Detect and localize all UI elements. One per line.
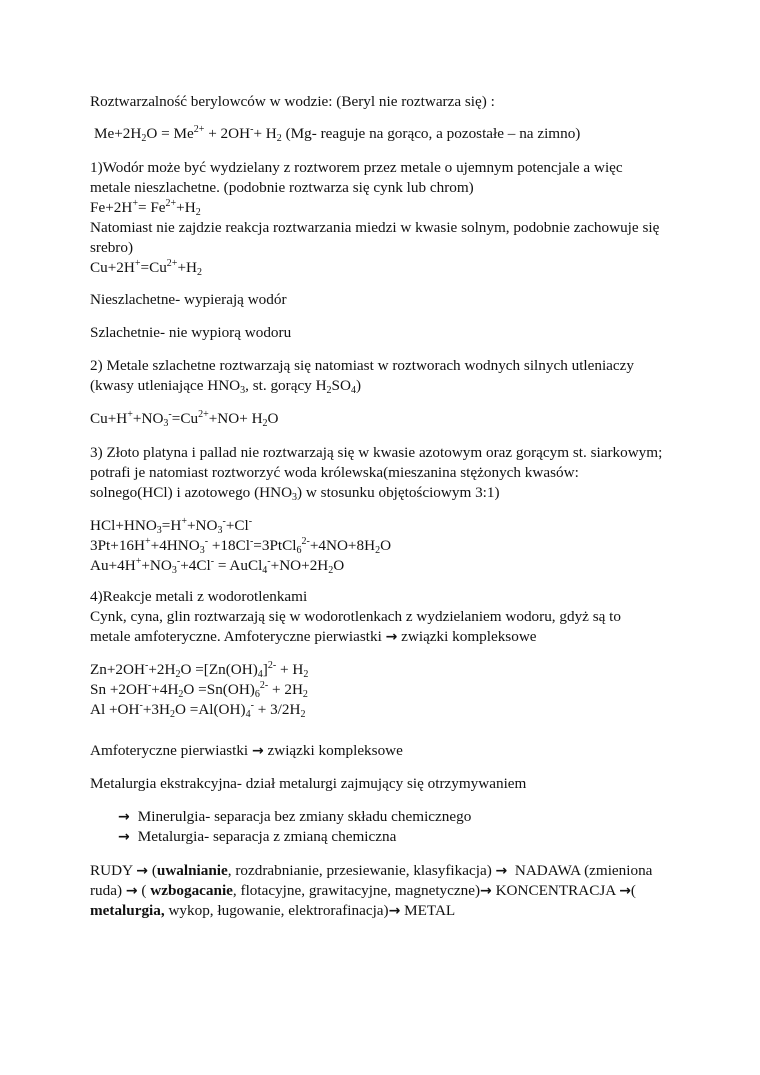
section-3-line-3: solnego(HCl) i azotowego $(HNO_3)$ w stosunku objętościowym 3:1) — [90, 484, 500, 503]
arrow-icon: → — [125, 883, 138, 899]
section-1-note-2: srebro) — [90, 239, 134, 256]
equation-zinc: $Zn+2OH^-+2H_2O =[Zn(OH)_4]^{2-} + H_2$ — [90, 660, 309, 680]
arrow-bullet-icon: → — [118, 809, 130, 825]
section-1-line-1: 1)Wodór może być wydzielany z roztworem przez metale o ujemnym potencjale a więc — [90, 159, 623, 176]
amfoteryczne-line: Amfoteryczne pierwiastki → związki kompleksowe — [90, 742, 403, 759]
arrow-icon: → — [251, 743, 264, 759]
section-2-line-1: 2) Metale szlachetne roztwarzają się natomiast w roztworach wodnych silnych utleniaczy — [90, 357, 634, 374]
section-2-line-2: (kwasy utleniające $HNO_3$, st. gorący $H_2SO_4$) — [90, 377, 362, 396]
arrow-icon: → — [619, 883, 631, 899]
arrow-icon: → — [480, 883, 492, 899]
equation-platinum: $3Pt+16H^++4HNO_3^-$ $+18Cl^-=3PtCl_6^{2-}+4NO+8H_2O$ — [90, 536, 392, 556]
arrow-icon: → — [385, 629, 398, 645]
equation-iron: $Fe+2H^+= Fe^{2+}+H_2$ — [90, 198, 201, 218]
arrow-icon: → — [388, 903, 401, 919]
section-3-line-1: 3) Złoto platyna i pallad nie roztwarzają się w kwasie azotowym oraz gorącym st. siarkowym; — [90, 444, 663, 461]
arrow-bullet-icon: → — [118, 829, 130, 845]
equation-gold: $Au+4H^++NO_3^-+4Cl^-$ = $AuCl_4^-+NO+2H_2O$ — [90, 556, 345, 576]
metalurgia-definition: Metalurgia ekstrakcyjna- dział metalurgi zajmujący się otrzymywaniem — [90, 775, 527, 792]
rudy-line-2: ruda) → ( wzbogacanie, flotacyjne, grawitacyjne, magnetyczne)→ KONCENTRACJA →( — [90, 882, 636, 899]
equation-tin: $Sn +2OH^-+4H_2O =Sn(OH)_6^{2-} + 2H_2$ — [90, 680, 308, 700]
list-item: → Minerulgia- separacja bez zmiany składu chemicznego — [118, 808, 472, 825]
equation-aqua-regia: $HCl+HNO_3=H^++NO_3^-+Cl^-$ — [90, 516, 253, 536]
arrow-icon: → — [495, 863, 508, 879]
equation-aluminium: $Al +OH^-+3H_2O =Al(OH)_4^- + 3/2H_2$ — [90, 700, 306, 720]
section-1-note-1: Natomiast nie zajdzie reakcja roztwarzania miedzi w kwasie solnym, podobnie zachowuje się — [90, 219, 660, 236]
nieszlachetne-line: Nieszlachetne- wypierają wodór — [90, 291, 287, 308]
equation-note: (Mg- reaguje na gorąco, a pozostałe – na zimno) — [285, 125, 581, 142]
equation-beryllium: $Me+2H_2O = Me^{2+} + 2OH^-+ H_2$ (Mg- reaguje na gorąco, a pozostałe – na zimno) — [94, 124, 581, 144]
rudy-line-1: RUDY → (uwalnianie, rozdrabnianie, przesiewanie, klasyfikacja) → NADAWA (zmieniona — [90, 862, 653, 879]
equation-copper-nitric: $Cu+H^++NO_3^-=Cu^{2+}+NO+ H_2O$ — [90, 409, 279, 429]
equation-copper: $Cu+2H^+=Cu^{2+}+H_2$ — [90, 258, 202, 278]
section-4-title: 4)Reakcje metali z wodorotlenkami — [90, 588, 308, 605]
section-3-line-2: potrafi je natomiast roztworzyć woda królewska(mieszanina stężonych kwasów: — [90, 464, 579, 481]
rudy-line-3: metalurgia, wykop, ługowanie, elektrorafinacja)→ METAL — [90, 902, 456, 919]
intro-line: Roztwarzalność berylowców w wodzie: (Beryl nie roztwarza się) : — [90, 93, 495, 110]
section-4-line-2: metale amfoteryczne. Amfoteryczne pierwiastki → związki kompleksowe — [90, 628, 537, 645]
list-item: → Metalurgia- separacja z zmianą chemiczna — [118, 828, 397, 845]
section-1-line-2: metale nieszlachetne. (podobnie roztwarza się cynk lub chrom) — [90, 179, 474, 196]
section-4-line-1: Cynk, cyna, glin roztwarzają się w wodorotlenkach z wydzielaniem wodoru, gdyż są to — [90, 608, 621, 625]
szlachetne-line: Szlachetnie- nie wypiorą wodoru — [90, 324, 292, 341]
arrow-icon: → — [136, 863, 149, 879]
